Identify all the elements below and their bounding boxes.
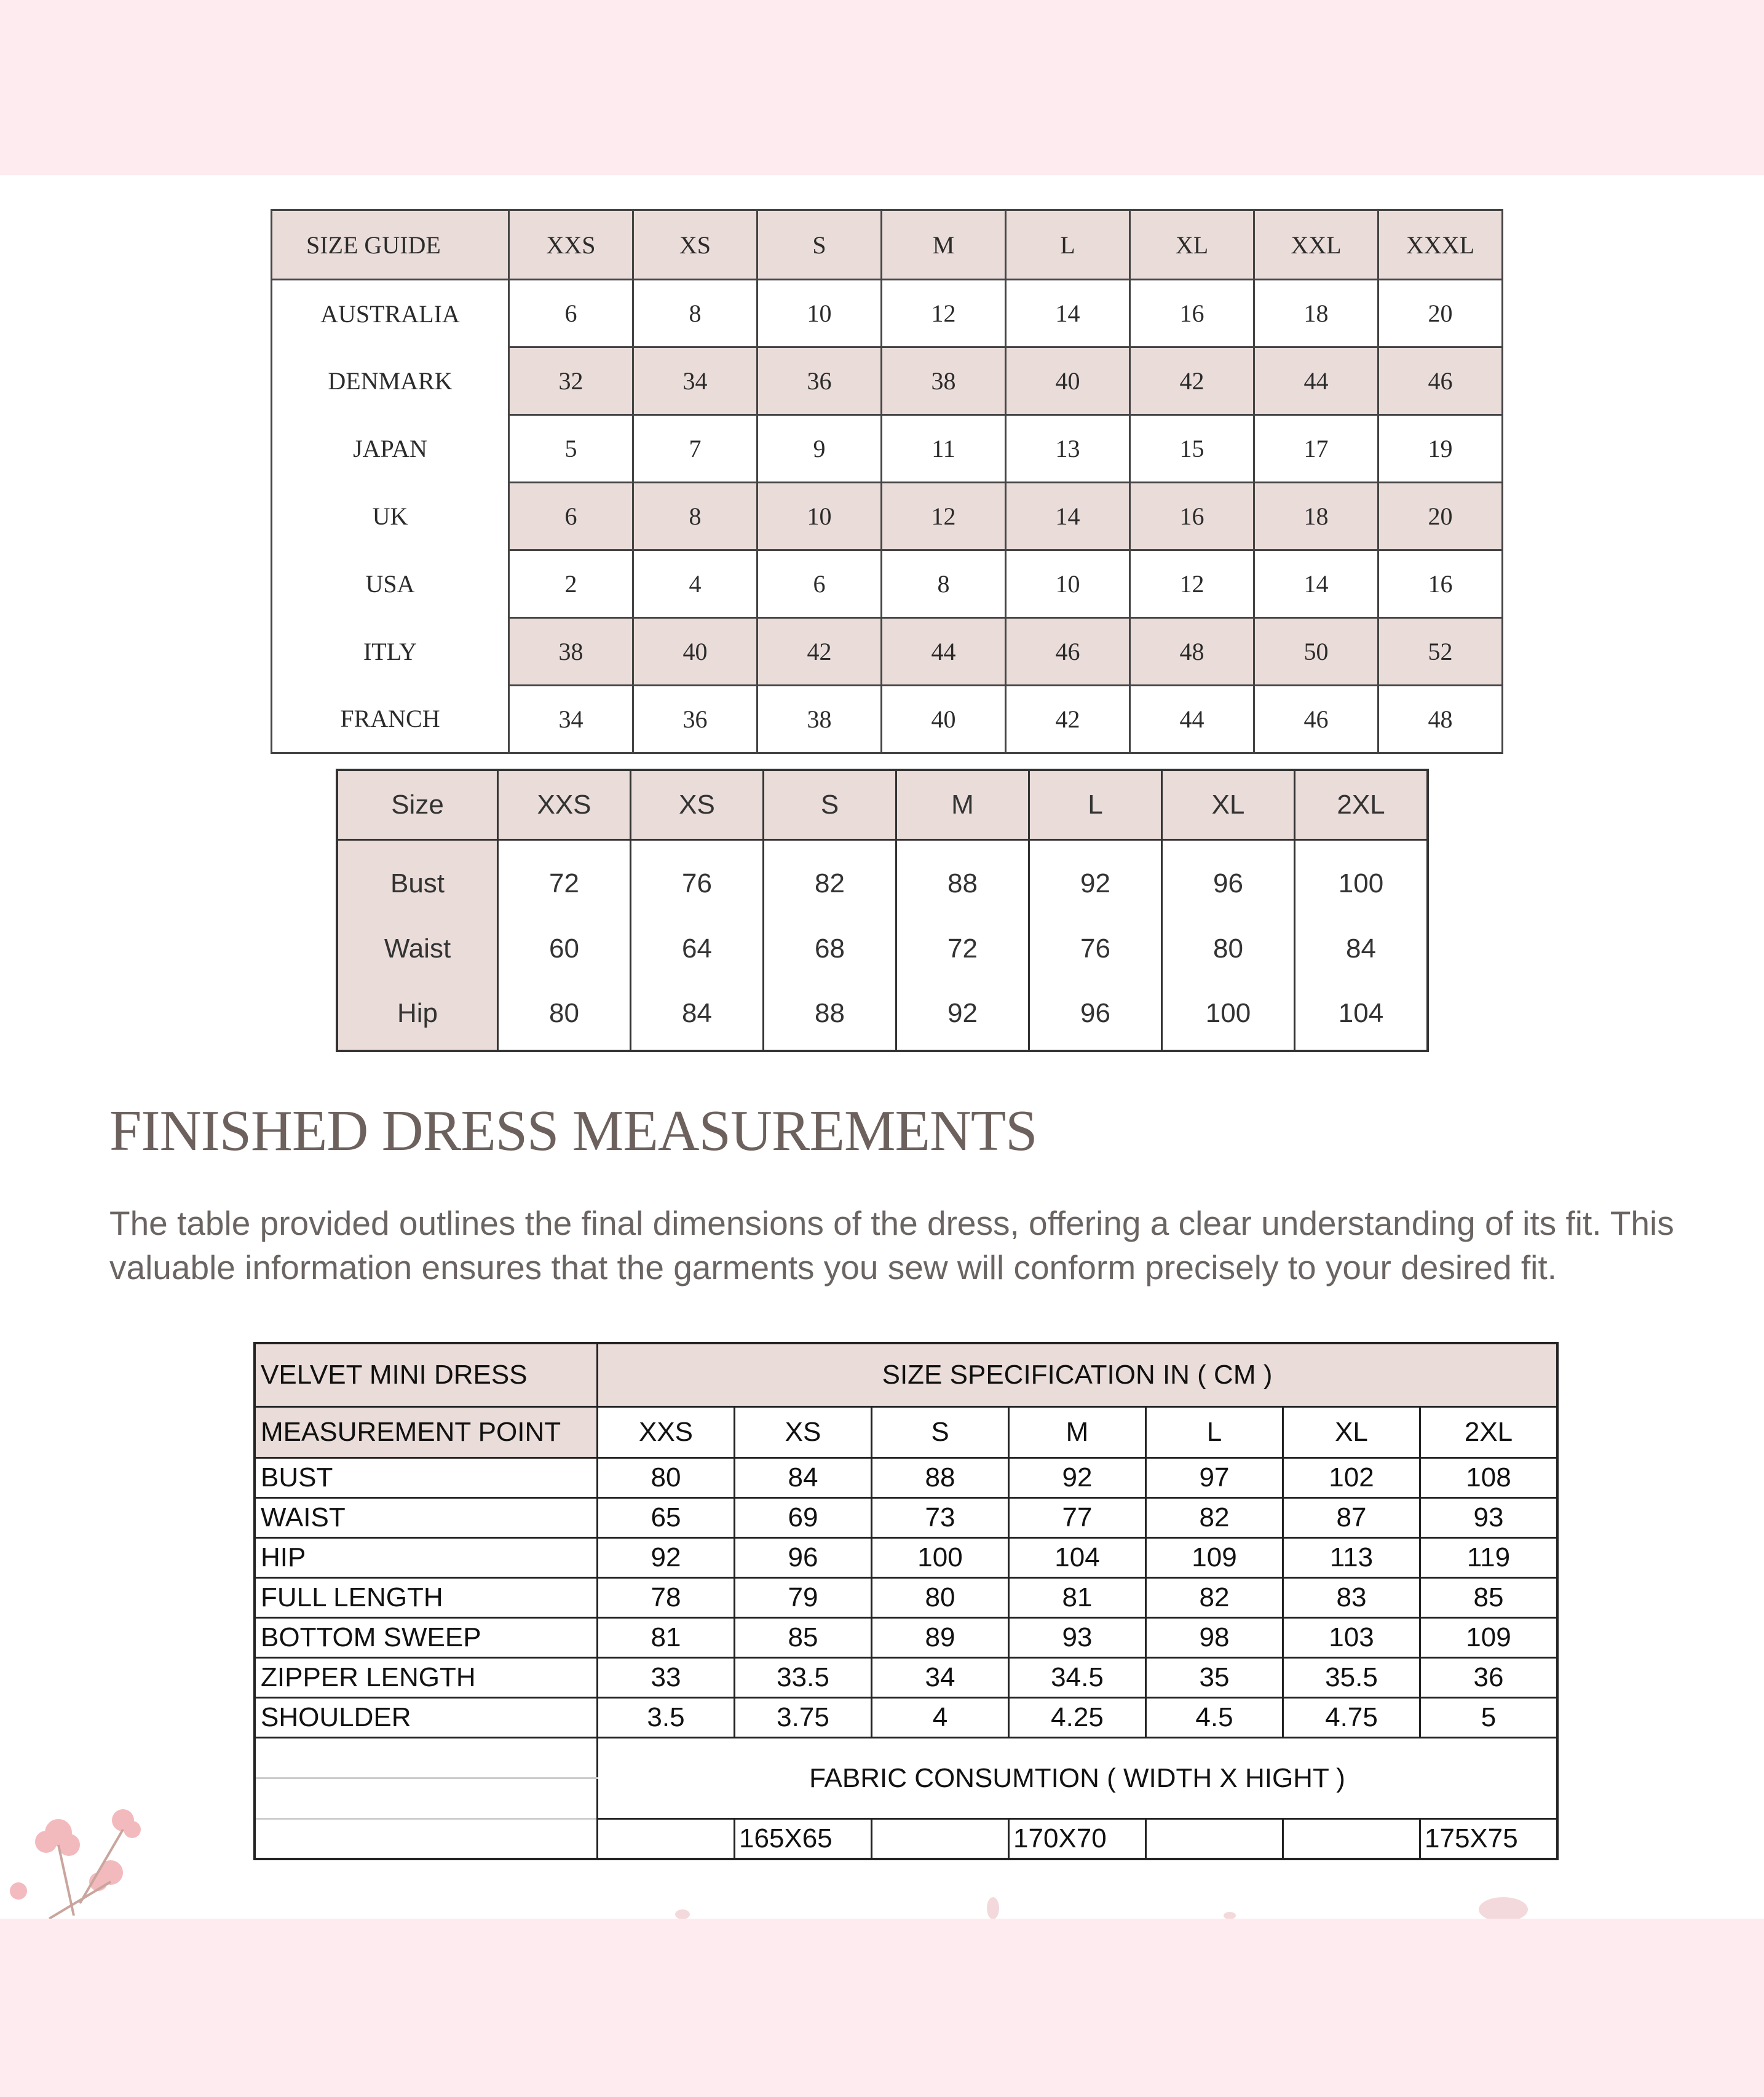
country-label: JAPAN: [272, 415, 509, 483]
spec-value: 5: [1420, 1698, 1558, 1738]
spec-value: 87: [1283, 1498, 1420, 1538]
size-guide-size: XXXL: [1378, 210, 1503, 280]
size-value: 4: [633, 550, 757, 618]
size-value: 11: [882, 415, 1006, 483]
size-guide-row: [272, 280, 1503, 347]
size-guide-row: [272, 550, 1503, 618]
spec-value: 89: [872, 1618, 1009, 1658]
spec-value: 35.5: [1283, 1658, 1420, 1698]
spec-title-row: [255, 1343, 1557, 1407]
size-guide-header-row: [272, 210, 1503, 280]
body-size: XXS: [498, 770, 631, 840]
size-value: 10: [757, 280, 882, 347]
size-value: 10: [757, 483, 882, 550]
spec-size: M: [1009, 1407, 1146, 1458]
spec-value: 78: [598, 1578, 735, 1618]
spec-value: 81: [598, 1618, 735, 1658]
fabric-value: [598, 1819, 735, 1860]
size-value: 42: [1130, 347, 1254, 415]
size-value: 44: [882, 618, 1006, 686]
body-value: 100: [1162, 977, 1295, 1051]
size-guide-header: SIZE GUIDE: [272, 210, 509, 280]
flower-decoration-icon: [0, 1799, 160, 1919]
size-value: 9: [757, 415, 882, 483]
page: [0, 175, 1764, 1919]
spec-row: [255, 1498, 1557, 1538]
body-measurements-table: [336, 769, 1429, 1052]
size-value: 6: [509, 483, 633, 550]
size-value: 8: [633, 483, 757, 550]
spec-value: 4: [872, 1698, 1009, 1738]
fabric-value: 170X70: [1009, 1819, 1146, 1860]
country-label: USA: [272, 550, 509, 618]
spec-value: 98: [1146, 1618, 1283, 1658]
size-value: 44: [1130, 686, 1254, 753]
spec-value: 3.5: [598, 1698, 735, 1738]
spec-value: 102: [1283, 1458, 1420, 1498]
size-value: 48: [1130, 618, 1254, 686]
spec-value: 93: [1420, 1498, 1558, 1538]
spec-value: 34: [872, 1658, 1009, 1698]
spec-row: [255, 1578, 1557, 1618]
size-value: 40: [1006, 347, 1130, 415]
size-value: 44: [1254, 347, 1378, 415]
spec-value: 97: [1146, 1458, 1283, 1498]
spec-value: 79: [735, 1578, 872, 1618]
body-size: S: [764, 770, 896, 840]
size-value: 7: [633, 415, 757, 483]
fabric-values-row: [255, 1819, 1557, 1860]
body-value: 60: [498, 921, 631, 977]
size-value: 19: [1378, 415, 1503, 483]
body-value: 96: [1029, 977, 1162, 1051]
measurement-point: FULL LENGTH: [255, 1578, 598, 1618]
size-value: 38: [882, 347, 1006, 415]
size-value: 48: [1378, 686, 1503, 753]
body-value: 80: [1162, 921, 1295, 977]
size-value: 36: [757, 347, 882, 415]
spec-value: 109: [1420, 1618, 1558, 1658]
spec-row: [255, 1618, 1557, 1658]
body-value: 68: [764, 921, 896, 977]
body-value: 92: [896, 977, 1029, 1051]
body-row: [337, 977, 1428, 1051]
spec-value: 82: [1146, 1578, 1283, 1618]
spec-value: 80: [598, 1458, 735, 1498]
size-value: 10: [1006, 550, 1130, 618]
size-guide-size: XXS: [509, 210, 633, 280]
size-value: 12: [882, 280, 1006, 347]
fabric-value: [1146, 1819, 1283, 1860]
spec-title: SIZE SPECIFICATION IN ( CM ): [598, 1343, 1558, 1407]
fabric-value: 165X65: [735, 1819, 872, 1860]
spec-value: 84: [735, 1458, 872, 1498]
size-value: 12: [882, 483, 1006, 550]
size-guide-size: XL: [1130, 210, 1254, 280]
fabric-value: [872, 1819, 1009, 1860]
size-guide-row: [272, 618, 1503, 686]
spec-value: 73: [872, 1498, 1009, 1538]
size-value: 40: [882, 686, 1006, 753]
spec-value: 80: [872, 1578, 1009, 1618]
body-size: XS: [631, 770, 764, 840]
body-header-row: [337, 770, 1428, 840]
country-label: DENMARK: [272, 347, 509, 415]
size-guide-table: [271, 209, 1503, 754]
spec-row: [255, 1658, 1557, 1698]
spec-size: L: [1146, 1407, 1283, 1458]
empty-label-cell: [255, 1819, 598, 1860]
body-value: 96: [1162, 840, 1295, 921]
body-size: M: [896, 770, 1029, 840]
size-guide-row: [272, 686, 1503, 753]
spec-value: 88: [872, 1458, 1009, 1498]
body-value: 76: [1029, 921, 1162, 977]
spec-value: 69: [735, 1498, 872, 1538]
size-guide-row: [272, 483, 1503, 550]
body-row: [337, 840, 1428, 921]
fabric-consumption-title: FABRIC CONSUMTION ( WIDTH X HIGHT ): [598, 1738, 1558, 1819]
spec-value: 82: [1146, 1498, 1283, 1538]
body-row: [337, 921, 1428, 977]
size-value: 6: [757, 550, 882, 618]
fabric-value: [1283, 1819, 1420, 1860]
dress-spec-table: [253, 1342, 1559, 1860]
size-value: 6: [509, 280, 633, 347]
spec-value: 85: [735, 1618, 872, 1658]
measurement-point: HIP: [255, 1538, 598, 1578]
spec-value: 34.5: [1009, 1658, 1146, 1698]
size-value: 18: [1254, 280, 1378, 347]
spec-value: 92: [1009, 1458, 1146, 1498]
spec-value: 33: [598, 1658, 735, 1698]
spec-value: 3.75: [735, 1698, 872, 1738]
body-size: 2XL: [1295, 770, 1428, 840]
body-label: Waist: [337, 921, 498, 977]
spec-size: XS: [735, 1407, 872, 1458]
spec-value: 103: [1283, 1618, 1420, 1658]
size-value: 42: [757, 618, 882, 686]
size-value: 13: [1006, 415, 1130, 483]
spec-size: 2XL: [1420, 1407, 1558, 1458]
fabric-title-row: [255, 1738, 1557, 1778]
body-value: 64: [631, 921, 764, 977]
body-size: XL: [1162, 770, 1295, 840]
size-value: 5: [509, 415, 633, 483]
section-heading: FINISHED DRESS MEASUREMENTS: [109, 1099, 1037, 1163]
size-guide-size: M: [882, 210, 1006, 280]
size-guide-size: XS: [633, 210, 757, 280]
spec-value: 92: [598, 1538, 735, 1578]
measurement-point: ZIPPER LENGTH: [255, 1658, 598, 1698]
spec-value: 65: [598, 1498, 735, 1538]
size-value: 34: [509, 686, 633, 753]
measurement-point: BOTTOM SWEEP: [255, 1618, 598, 1658]
petal-decoration-icon: [523, 1891, 1568, 1919]
spec-value: 81: [1009, 1578, 1146, 1618]
size-value: 50: [1254, 618, 1378, 686]
size-value: 46: [1006, 618, 1130, 686]
body-value: 72: [498, 840, 631, 921]
spec-value: 113: [1283, 1538, 1420, 1578]
size-value: 12: [1130, 550, 1254, 618]
country-label: ITLY: [272, 618, 509, 686]
spec-value: 4.75: [1283, 1698, 1420, 1738]
size-value: 20: [1378, 483, 1503, 550]
size-value: 8: [633, 280, 757, 347]
spec-value: 35: [1146, 1658, 1283, 1698]
spec-size: XL: [1283, 1407, 1420, 1458]
spec-value: 33.5: [735, 1658, 872, 1698]
size-value: 38: [509, 618, 633, 686]
spec-value: 108: [1420, 1458, 1558, 1498]
spec-value: 4.25: [1009, 1698, 1146, 1738]
body-value: 104: [1295, 977, 1428, 1051]
size-value: 2: [509, 550, 633, 618]
size-value: 20: [1378, 280, 1503, 347]
intro-paragraph: The table provided outlines the final dimensions of the dress, offering a clear understanding of its fit. This valuable information ensures that the garments you sew will conform precisely to your desired fit.: [109, 1204, 1674, 1286]
body-value: 72: [896, 921, 1029, 977]
measurement-point: WAIST: [255, 1498, 598, 1538]
measurement-point: SHOULDER: [255, 1698, 598, 1738]
spec-value: 100: [872, 1538, 1009, 1578]
size-value: 8: [882, 550, 1006, 618]
size-value: 40: [633, 618, 757, 686]
spec-row: [255, 1698, 1557, 1738]
spec-value: 104: [1009, 1538, 1146, 1578]
size-value: 16: [1378, 550, 1503, 618]
body-value: 80: [498, 977, 631, 1051]
size-value: 46: [1378, 347, 1503, 415]
spec-value: 83: [1283, 1578, 1420, 1618]
body-value: 92: [1029, 840, 1162, 921]
size-value: 16: [1130, 483, 1254, 550]
body-value: 100: [1295, 840, 1428, 921]
size-value: 46: [1254, 686, 1378, 753]
spec-value: 96: [735, 1538, 872, 1578]
body-value: 76: [631, 840, 764, 921]
body-value: 84: [1295, 921, 1428, 977]
spec-size: S: [872, 1407, 1009, 1458]
spec-size: XXS: [598, 1407, 735, 1458]
size-guide-size: L: [1006, 210, 1130, 280]
body-value: 88: [764, 977, 896, 1051]
spec-row: [255, 1538, 1557, 1578]
size-value: 15: [1130, 415, 1254, 483]
size-value: 14: [1006, 483, 1130, 550]
body-header: Size: [337, 770, 498, 840]
fabric-value: 175X75: [1420, 1819, 1558, 1860]
country-label: FRANCH: [272, 686, 509, 753]
size-guide-row: [272, 415, 1503, 483]
spec-value: 36: [1420, 1658, 1558, 1698]
spec-value: 109: [1146, 1538, 1283, 1578]
spec-value: 85: [1420, 1578, 1558, 1618]
measurement-point: BUST: [255, 1458, 598, 1498]
empty-label-cell: [255, 1778, 598, 1819]
spec-size-row: [255, 1407, 1557, 1458]
size-value: 16: [1130, 280, 1254, 347]
body-value: 84: [631, 977, 764, 1051]
spec-value: 77: [1009, 1498, 1146, 1538]
body-size: L: [1029, 770, 1162, 840]
size-guide-size: XXL: [1254, 210, 1378, 280]
size-value: 14: [1254, 550, 1378, 618]
size-value: 17: [1254, 415, 1378, 483]
size-guide-size: S: [757, 210, 882, 280]
empty-label-cell: [255, 1738, 598, 1778]
spec-value: 4.5: [1146, 1698, 1283, 1738]
size-value: 34: [633, 347, 757, 415]
size-value: 38: [757, 686, 882, 753]
measurement-point-header: MEASUREMENT POINT: [255, 1407, 598, 1458]
size-value: 42: [1006, 686, 1130, 753]
body-label: Bust: [337, 840, 498, 921]
spec-row: [255, 1458, 1557, 1498]
size-value: 14: [1006, 280, 1130, 347]
size-value: 32: [509, 347, 633, 415]
size-guide-row: [272, 347, 1503, 415]
spec-value: 93: [1009, 1618, 1146, 1658]
product-name: VELVET MINI DRESS: [255, 1343, 598, 1407]
body-value: 82: [764, 840, 896, 921]
size-value: 36: [633, 686, 757, 753]
country-label: AUSTRALIA: [272, 280, 509, 347]
country-label: UK: [272, 483, 509, 550]
spec-value: 119: [1420, 1538, 1558, 1578]
body-value: 88: [896, 840, 1029, 921]
size-value: 18: [1254, 483, 1378, 550]
size-value: 52: [1378, 618, 1503, 686]
body-label: Hip: [337, 977, 498, 1051]
